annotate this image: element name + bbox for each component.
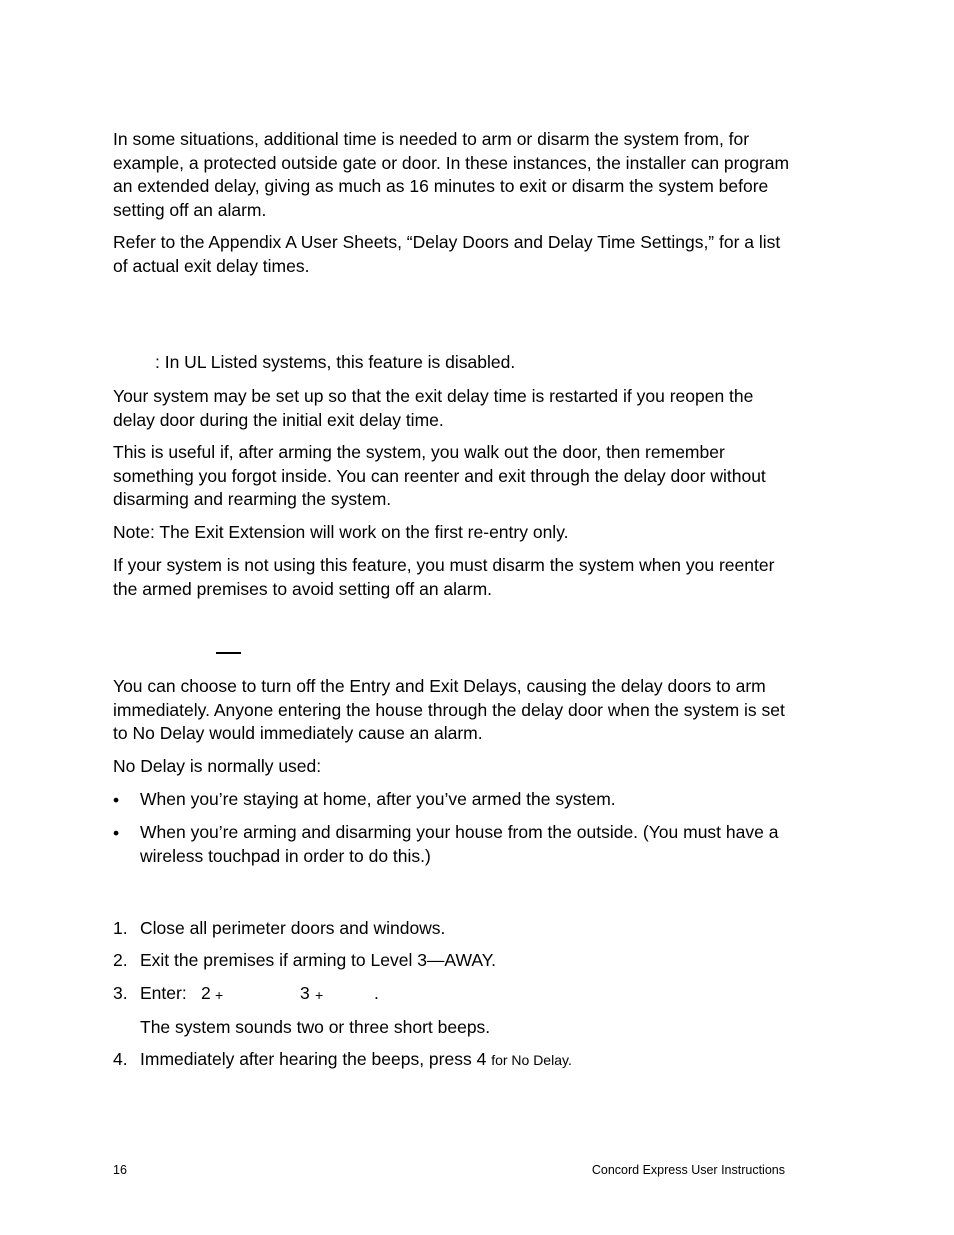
bullet-symbol: • [113,790,120,810]
step-4 [140,1048,572,1073]
bullet-item: When you’re staying at home, after you’ve armed the system. [140,789,616,809]
step-3-plus: + [315,987,324,1003]
bullet-symbol: • [113,823,120,843]
step-number: 1. [113,918,128,938]
paragraph-extended-delay: In some situations, additional time is needed to arm or disarm the system from, for example, a protected outside gate or door. In these instances, the installer can program an extended delay, giving as much as 16 minutes to exit or disarm the system before setting off an alarm. [113,129,790,220]
step-1: Close all perimeter doors and windows. [140,918,446,938]
bullet-item: When you’re arming and disarming your house from the outside. (You must have a wireless touchpad in order to do this.) [140,822,779,866]
paragraph-note: Note: The Exit Extension will work on the first re-entry only. [113,522,569,542]
heading-dash [216,652,241,654]
step-3-plus: + [215,987,224,1003]
paragraph-not-using: If your system is not using this feature, you must disarm the system when you reenter the armed premises to avoid setting off an alarm. [113,555,775,599]
paragraph-exit-restart: Your system may be set up so that the exit delay time is restarted if you reopen the delay door during the initial exit delay time. [113,386,754,430]
page-number: 16 [113,1163,127,1177]
paragraph-no-delay: You can choose to turn off the Entry and Exit Delays, causing the delay doors to arm immediately. Anyone entering the house through the delay door when the system is set to No Delay would immediately cause an alarm. [113,676,785,743]
paragraph-appendix-ref: Refer to the Appendix A User Sheets, “Delay Doors and Delay Time Settings,” for a list of actual exit delay times. [113,232,781,276]
step-4-text: Immediately after hearing the beeps, press 4 [140,1049,487,1069]
paragraph-normally-used: No Delay is normally used: [113,756,322,776]
step-2: Exit the premises if arming to Level 3—AWAY. [140,950,496,970]
step-number: 2. [113,950,128,970]
step-3-label: Enter: [140,983,187,1003]
step-3-period: . [374,983,379,1003]
ul-note: : In UL Listed systems, this feature is disabled. [155,352,516,372]
step-number: 3. [113,983,128,1003]
paragraph-useful: This is useful if, after arming the system, you walk out the door, then remember something you forgot inside. You can reenter and exit through the delay door without disarming and rearming the system. [113,442,766,509]
step-3-key-3: 3 [300,983,310,1003]
document-title: Concord Express User Instructions [591,1163,785,1177]
step-3-key-2: 2 [201,983,211,1003]
step-3-note: The system sounds two or three short beeps. [140,1017,491,1037]
step-number: 4. [113,1049,128,1069]
step-4-small-text: for No Delay. [491,1052,572,1068]
